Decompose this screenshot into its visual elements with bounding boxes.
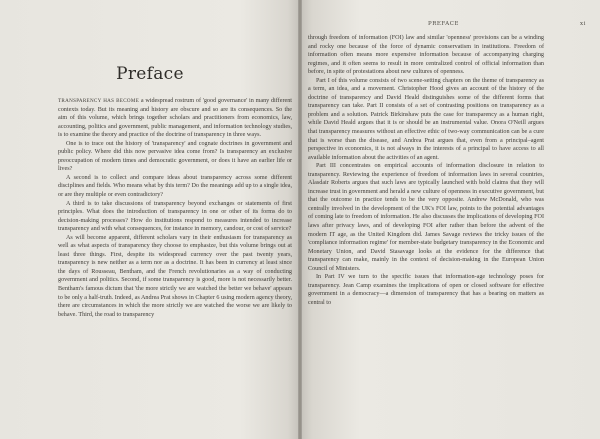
opening-smallcaps: TRANSPARENCY HAS BECOME [58,98,140,104]
paragraph: A third is to take discussions of transparency beyond exchanges or statements of first principles. What does the introduction of transparency in one or other of its forms do to decision-making processes? How do institutions respond to measures intended to increase transparency and with what consequences, for instance in memory, candour, or cost of service? [58,200,292,233]
paragraph: A second is to collect and compare ideas about transparency across some different disciplines and fields. Who means what by this term? Do the meanings add up to a single idea, or are they multiple or even contradictory? [58,174,292,199]
left-page-body [58,97,292,319]
paragraph: One is to trace out the history of 'transparency' and cognate doctrines in government and public policy. Where did this now pervasive idea come from? Is transparency an exclusive preoccupation of modern times and democratic government, or does it have an earlier life or lives? [58,140,292,173]
paragraph: Part III concentrates on empirical accounts of information disclosure in relation to transparency. Reviewing the experience of freedom of information laws in several countries, Alasdair Roberts argues that such laws are typically launched with bold claims that they will increase trust in government and herald a new culture of openness in executive government, but that the outcome in practice tends to be the very opposite. Andrew McDonald, who was centrally involved in the development of the UK's FOI law, points to the potential advantages of coming late to freedom of information. He also discusses the implications of developing FOI laws after privacy laws, and of developing FOI after rather than before the advent of the modern IT age, as the United Kingdom did. James Savage reviews the tricky issues of the 'compliance information regime' for member-state budgetary transparency in the Economic and Monetary Union, and David Stasavage looks at the evidence for the difference that transparency can make, mainly in the context of decision-making in the European Union Council of Ministers. [308,163,544,272]
running-head-title: PREFACE [428,21,460,27]
page-number: xi [580,21,586,27]
chapter-title: Preface [116,64,184,84]
right-page-body [308,34,544,308]
paragraph: As will become apparent, different scholars vary in their enthusiasm for transparency as well as what aspects of transparency they choose to emphasize, but this volume brings out at least three things. First, despite its widespread currency over the past twenty years, transparency is new neither as a term nor as a doctrine. It has been in currency at least since the days of Rousseau, Bentham, and the French revolutionaries as a way of conducting government and politics. Second, if some transparency is good, more is not necessarily better. Bentham's famous dictum that 'the more strictly we are watched the better we behave' appears to be only a half-truth. Indeed, as Andrea Prat shows in Chapter 6 using modern agency theory, there are circumstances in which the more strictly we are watched the worse we are likely to behave. Third, the road to transparency [58,234,292,318]
paragraph: In Part IV we turn to the specific issues that information-age technology poses for transparency. Jean Camp examines the implications of open or closed software for effective government in a democracy—a dimension of transparency that has a bearing on matters as central to [308,274,544,306]
paragraph [58,97,292,140]
book-gutter [298,0,302,439]
paragraph: through freedom of information (FOI) law and similar 'openness' provisions can be a winding and rocky one because of the force of dynamic conservatism in institutions. Freedom of information often means more expensive information because of accompanying charging regimes, and it often seems to result in more centralized control of official information than before, in spite of protestations about new cultures of openness. [308,35,544,76]
paragraph: Part I of this volume consists of two scene-setting chapters on the theme of transparency as a term, an idea, and a movement. Christopher Hood gives an account of the history of the doctrine of transparency and David Heald distinguishes some of the different forms that transparency can take. Part II consists of a set of contrasting positions on transparency as a problem and a solution. Patrick Birkinshaw puts the case for transparency as a human right, while David Heald argues that it is or should be an instrumental value. Onora O'Neill argues that transparency measures without an effective ethic of two-way communication can be a cure that is worse than the disease, and Andrea Prat argues that, even from a principal–agent perspective in economics, it is not always in the interests of a principal to have access to all available information about the activities of an agent. [308,77,544,161]
right-page [300,0,600,439]
paragraph-text: a widespread rostrum of 'good governance' in many different contexts today. But its meaning and history are obscure and so are its consequences. So the aim of this volume, which brings together scholars and practitioners from economics, law, accounting, politics and government, public management, and information technology studies, is to examine the theory and practice of the doctrine of transparency in three ways. [58,98,292,139]
